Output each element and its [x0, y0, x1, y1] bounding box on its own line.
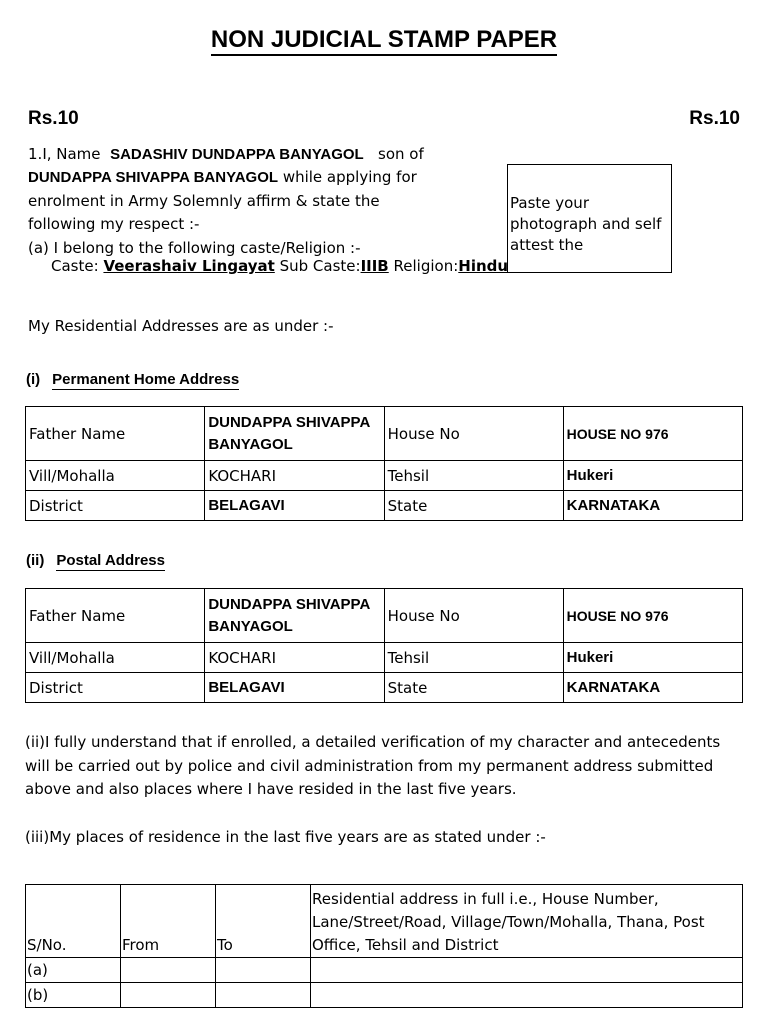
- permanent-address-table: [25, 406, 743, 521]
- stamp-value-right: Rs.10: [689, 108, 740, 129]
- subcaste-value: IIIB: [360, 257, 389, 275]
- address-header: Residential address in full i.e., House Number, Lane/Street/Road, Village/Town/Mohalla, Thana, Post Office, Tehsil and District: [311, 885, 743, 958]
- religion-value: Hindu: [458, 257, 509, 275]
- table-row: District BELAGAVI State KARNATAKA: [26, 491, 743, 521]
- permanent-address-heading: (i) Permanent Home Address: [26, 371, 240, 388]
- residence-table: [25, 884, 743, 1008]
- declaration-line-1: 1.I, Name SADASHIV DUNDAPPA BANYAGOL son of: [28, 145, 424, 163]
- declaration-line-3: enrolment in Army Solemnly affirm & state the: [28, 192, 380, 210]
- para-ii-line-3: above and also places where I have resided in the last five years.: [25, 780, 517, 798]
- table-row: District BELAGAVI State KARNATAKA: [26, 673, 743, 703]
- photo-box-text: Paste your photograph and self attest the: [510, 194, 662, 254]
- declaration-line-2: DUNDAPPA SHIVAPPA BANYAGOL while applying for: [28, 168, 417, 186]
- applicant-name: SADASHIV DUNDAPPA BANYAGOL: [110, 146, 364, 163]
- postal-address-heading: (ii) Postal Address: [26, 552, 165, 569]
- caste-line: Caste: Veerashaiv Lingayat Sub Caste:IIIB Religion:Hindu: [51, 257, 509, 275]
- table-row: S/No. From To Residential address in full i.e., House Number, Lane/Street/Road, Village/Town/Mohalla, Thana, Post Office, Tehsil and District: [26, 885, 743, 958]
- caste-intro: (a) I belong to the following caste/Religion :-: [28, 239, 361, 257]
- para-ii-line-1: (ii)I fully understand that if enrolled, a detailed verification of my character and antecedents: [25, 733, 721, 751]
- table-row: Father Name DUNDAPPA SHIVAPPA BANYAGOL House No HOUSE NO 976: [26, 589, 743, 643]
- declaration-line-4: following my respect :-: [28, 215, 200, 233]
- table-row: Father Name DUNDAPPA SHIVAPPA BANYAGOL House No HOUSE NO 976: [26, 407, 743, 461]
- table-row: (b): [26, 983, 743, 1008]
- father-name: DUNDAPPA SHIVAPPA BANYAGOL: [28, 169, 279, 186]
- stamp-value-left: Rs.10: [28, 108, 79, 129]
- page-title: NON JUDICIAL STAMP PAPER: [0, 26, 768, 54]
- para-iii: (iii)My places of residence in the last five years are as stated under :-: [25, 828, 546, 846]
- postal-address-table: [25, 588, 743, 703]
- para-ii-line-2: will be carried out by police and civil administration from my permanent address submitted: [25, 757, 714, 775]
- table-row: Vill/Mohalla KOCHARI Tehsil Hukeri: [26, 461, 743, 491]
- caste-value: Veerashaiv Lingayat: [103, 257, 275, 275]
- table-row: (a): [26, 958, 743, 983]
- photo-box: [507, 164, 672, 273]
- table-row: Vill/Mohalla KOCHARI Tehsil Hukeri: [26, 643, 743, 673]
- residential-intro: My Residential Addresses are as under :-: [28, 317, 334, 335]
